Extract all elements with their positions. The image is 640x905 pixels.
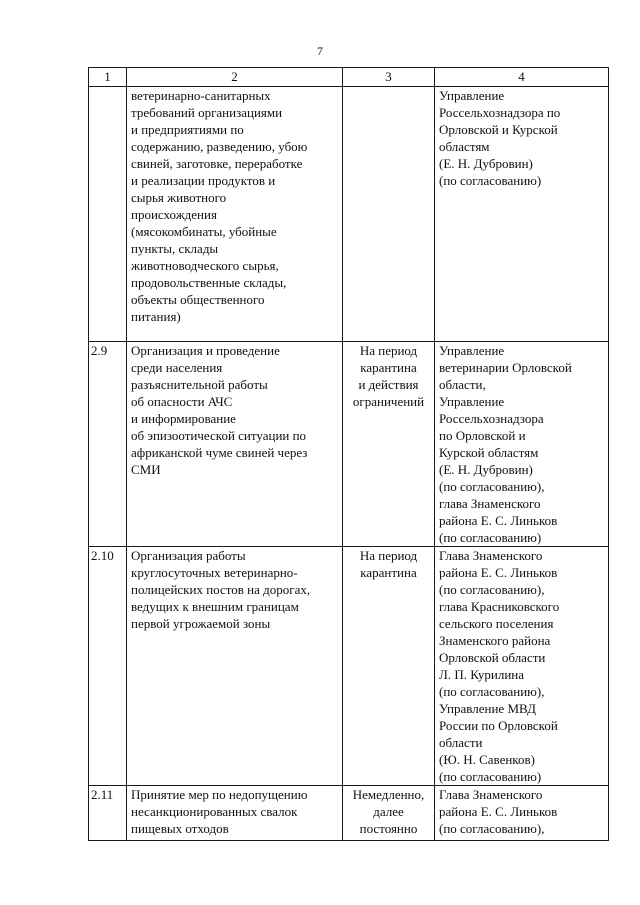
cell-line: об опасности АЧС: [131, 394, 233, 409]
cell-line: первой угрожаемой зоны: [131, 616, 271, 631]
table-row: [89, 786, 609, 841]
action-cell: [127, 342, 343, 547]
cell-line: ведущих к внешним границам: [131, 599, 299, 614]
table-header-row: [89, 68, 609, 87]
page-number: 7: [317, 44, 323, 58]
cell-line: происхождения: [131, 207, 217, 222]
cell-line: (по согласованию): [439, 173, 542, 188]
cell-line: Принятие мер по недопущению: [131, 787, 308, 802]
cell-line: района Е. С. Линьков: [439, 804, 558, 819]
action-cell: [127, 786, 343, 841]
responsible-cell: [435, 786, 609, 841]
cell-line: среди населения: [131, 360, 223, 375]
header-col-1: 1: [89, 68, 127, 87]
cell-line: объекты общественного: [131, 292, 265, 307]
cell-line: питания): [131, 309, 181, 324]
cell-line: несанкционированных свалок: [131, 804, 298, 819]
cell-line: области,: [439, 377, 486, 392]
header-col-3: 3: [343, 68, 435, 87]
cell-line: карантина: [360, 360, 417, 375]
table-row: [89, 87, 609, 342]
cell-line: областям: [439, 139, 490, 154]
cell-line: (по согласованию),: [439, 684, 545, 699]
term-cell: [343, 786, 435, 841]
term-cell: [343, 547, 435, 786]
cell-line: содержанию, разведению, убою: [131, 139, 308, 154]
term-cell: [343, 87, 435, 342]
cell-line: (по согласованию): [439, 769, 542, 784]
cell-line: требований организациями: [131, 105, 283, 120]
header-col-4: 4: [435, 68, 609, 87]
cell-line: постоянно: [359, 821, 418, 836]
cell-line: ветеринарно-санитарных: [131, 88, 271, 103]
cell-line: Управление: [439, 343, 505, 358]
cell-line: Курской областям: [439, 445, 539, 460]
cell-line: далее: [373, 804, 404, 819]
cell-line: Орловской области: [439, 650, 546, 665]
cell-line: района Е. С. Линьков: [439, 513, 558, 528]
cell-line: Знаменского района: [439, 633, 551, 648]
cell-line: по Орловской и: [439, 428, 526, 443]
cell-line: области: [439, 735, 483, 750]
table-row: [89, 342, 609, 547]
cell-line: (Е. Н. Дубровин): [439, 462, 533, 477]
cell-line: Управление: [439, 88, 505, 103]
cell-line: (по согласованию),: [439, 582, 545, 597]
cell-line: Россельхознадзора: [439, 411, 544, 426]
cell-line: и реализации продуктов и: [131, 173, 276, 188]
header-col-2: 2: [127, 68, 343, 87]
cell-line: (по согласованию): [439, 530, 542, 545]
row-number: 2.9: [89, 342, 127, 547]
responsible-cell: [435, 87, 609, 342]
cell-line: продовольственные склады,: [131, 275, 287, 290]
cell-line: Немедленно,: [352, 787, 425, 802]
cell-line: полицейских постов на дорогах,: [131, 582, 311, 597]
cell-line: сырья животного: [131, 190, 227, 205]
cell-line: животноводческого сырья,: [131, 258, 279, 273]
cell-line: (по согласованию),: [439, 479, 545, 494]
cell-line: Россельхознадзора по: [439, 105, 561, 120]
cell-line: Организация работы: [131, 548, 246, 563]
cell-line: пищевых отходов: [131, 821, 229, 836]
cell-line: Управление МВД: [439, 701, 537, 716]
cell-line: Глава Знаменского: [439, 787, 543, 802]
cell-line: и действия: [358, 377, 419, 392]
cell-line: (мясокомбинаты, убойные: [131, 224, 277, 239]
action-cell: [127, 87, 343, 342]
term-cell: [343, 342, 435, 547]
cell-line: На период: [359, 343, 418, 358]
cell-line: глава Красниковского: [439, 599, 560, 614]
cell-line: Л. П. Курилина: [439, 667, 525, 682]
cell-line: разъяснительной работы: [131, 377, 268, 392]
row-number: 2.11: [89, 786, 127, 841]
table-row: [89, 547, 609, 786]
cell-line: ветеринарии Орловской: [439, 360, 572, 375]
cell-line: На период: [359, 548, 418, 563]
cell-line: африканской чуме свиней через: [131, 445, 308, 460]
cell-line: Управление: [439, 394, 505, 409]
cell-line: России по Орловской: [439, 718, 558, 733]
cell-line: круглосуточных ветеринарно-: [131, 565, 298, 580]
cell-line: Орловской и Курской: [439, 122, 558, 137]
cell-line: (Е. Н. Дубровин): [439, 156, 533, 171]
row-number: 2.10: [89, 547, 127, 786]
cell-line: и предприятиями по: [131, 122, 244, 137]
row-number: [89, 87, 127, 342]
cell-line: свиней, заготовке, переработке: [131, 156, 303, 171]
cell-line: глава Знаменского: [439, 496, 541, 511]
responsible-cell: [435, 547, 609, 786]
cell-line: Организация и проведение: [131, 343, 280, 358]
cell-line: и информирование: [131, 411, 236, 426]
measures-table: [88, 67, 609, 841]
action-cell: [127, 547, 343, 786]
cell-line: (Ю. Н. Савенков): [439, 752, 535, 767]
cell-line: района Е. С. Линьков: [439, 565, 558, 580]
cell-line: об эпизоотической ситуации по: [131, 428, 307, 443]
cell-line: карантина: [360, 565, 417, 580]
cell-line: ограничений: [352, 394, 425, 409]
cell-line: Глава Знаменского: [439, 548, 543, 563]
cell-line: сельского поселения: [439, 616, 554, 631]
cell-line: пункты, склады: [131, 241, 219, 256]
cell-line: СМИ: [131, 462, 161, 477]
cell-line: (по согласованию),: [439, 821, 545, 836]
responsible-cell: [435, 342, 609, 547]
